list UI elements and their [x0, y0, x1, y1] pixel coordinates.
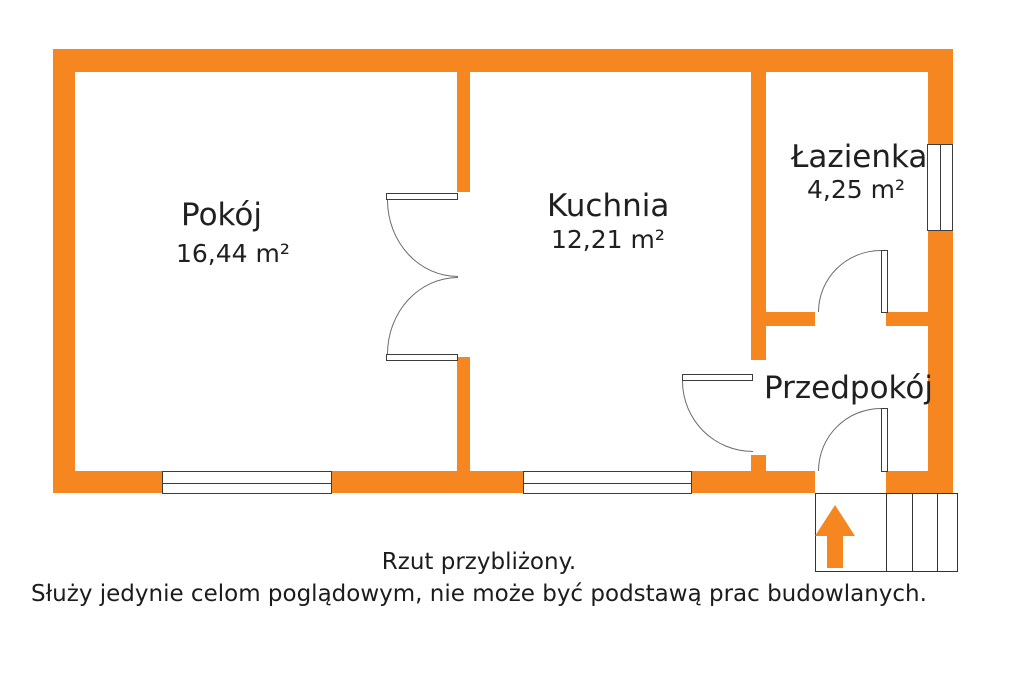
- room-label-przedpokoj: Przedpokój: [764, 370, 933, 406]
- wall-lazienka-przedpokoj-left: [751, 312, 815, 326]
- wall-lazienka-przedpokoj-right: [886, 312, 928, 326]
- door-arc-double-top: [387, 200, 458, 277]
- window-mullion: [524, 483, 691, 484]
- note-line-2: Służy jedynie celom poglądowym, nie może być podstawą prac budowlanych.: [31, 581, 927, 607]
- note-line-1: Rzut przybliżony.: [381, 549, 577, 575]
- wall-outer-bottom-segment: [886, 471, 953, 493]
- door-arc-lazienka: [818, 250, 881, 312]
- door-leaf-double-top: [386, 193, 458, 200]
- room-label-kuchnia: Kuchnia: [547, 188, 670, 224]
- window-lazienka: [927, 144, 953, 231]
- door-leaf-double-bottom: [386, 354, 458, 361]
- wall-outer-right: [928, 49, 953, 493]
- wall-outer-top: [53, 49, 953, 72]
- door-arc-entrance: [818, 408, 881, 471]
- wall-outer-bottom-segment: [332, 471, 523, 493]
- wall-pokoj-kuchnia-lower: [457, 357, 470, 471]
- wall-outer-left: [53, 49, 75, 493]
- room-area-pokoj: 16,44 m²: [176, 239, 290, 268]
- room-label-lazienka: Łazienka: [791, 139, 928, 175]
- door-leaf-lazienka: [881, 250, 888, 313]
- wall-pokoj-kuchnia-upper: [457, 72, 470, 192]
- room-label-pokoj: Pokój: [181, 197, 262, 233]
- window-mullion: [940, 145, 941, 230]
- door-arc-double-bottom: [387, 277, 458, 354]
- window-kuchnia: [523, 471, 692, 494]
- window-pokoj: [162, 471, 332, 494]
- door-leaf-entrance: [881, 408, 888, 472]
- room-area-lazienka: 4,25 m²: [807, 175, 905, 204]
- window-mullion: [163, 483, 331, 484]
- door-arc-kuchnia-przedpokoj: [682, 381, 753, 452]
- wall-outer-bottom-segment: [692, 471, 815, 493]
- door-leaf-kuchnia-przedpokoj: [682, 374, 753, 381]
- arrow-head: [815, 505, 855, 536]
- wall-kuchnia-przedpokoj-stub: [751, 455, 766, 471]
- wall-outer-bottom-segment: [53, 471, 162, 493]
- room-area-kuchnia: 12,21 m²: [551, 225, 665, 254]
